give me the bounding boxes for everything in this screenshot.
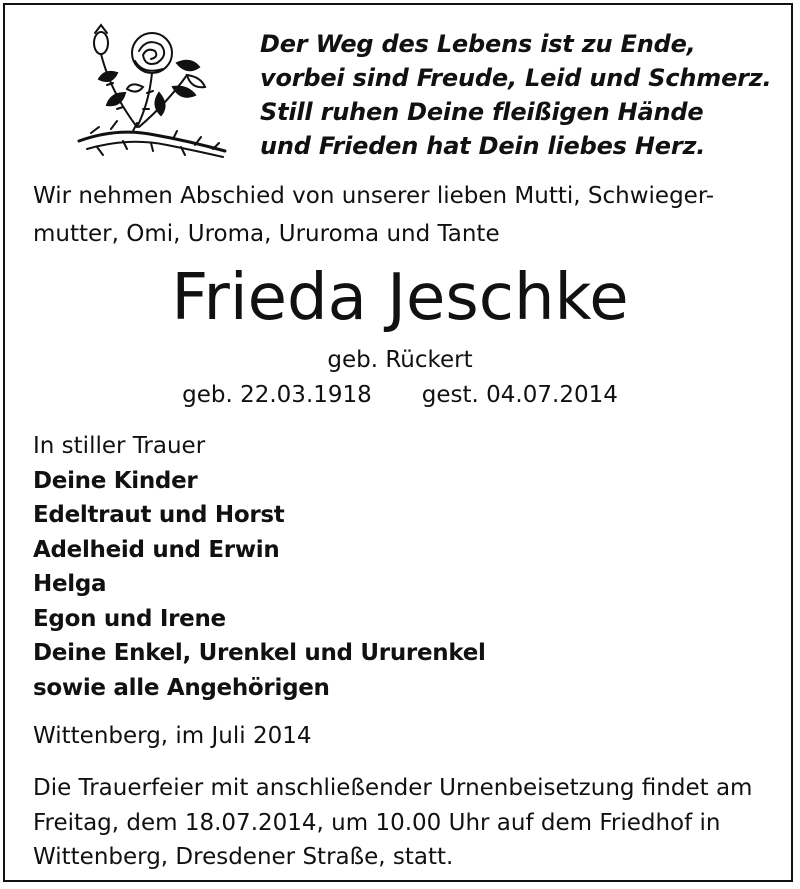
- mourner-name: sowie alle Angehörigen: [33, 674, 330, 701]
- life-dates: [5, 379, 795, 411]
- death-date: gest. 04.07.2014: [421, 382, 618, 408]
- rose-icon: [77, 23, 227, 161]
- mourner-name: Deine Kinder: [33, 467, 198, 494]
- mourner-name: Adelheid und Erwin: [33, 536, 280, 563]
- obituary-notice: [3, 3, 793, 882]
- place-and-date: Wittenberg, im Juli 2014: [33, 723, 312, 749]
- poem-line: vorbei sind Freude, Leid und Schmerz.: [260, 64, 772, 92]
- notice-header: [5, 5, 795, 170]
- intro-line: Wir nehmen Abschied von unserer lieben Mutti, Schwieger-: [33, 183, 715, 209]
- maiden-name: geb. Rückert: [327, 347, 473, 373]
- intro-line: mutter, Omi, Uroma, Ururoma und Tante: [33, 221, 500, 247]
- service-line: Wittenberg, Dresdener Straße, statt.: [33, 844, 454, 870]
- poem-line: Still ruhen Deine fleißigen Hände: [260, 98, 704, 126]
- poem-line: und Frieden hat Dein liebes Herz.: [260, 132, 706, 160]
- farewell-intro: [33, 177, 777, 253]
- deceased-name: Frieda Jeschke: [171, 261, 629, 335]
- poem-verse: [260, 27, 771, 163]
- birth-date: geb. 22.03.1918: [182, 382, 372, 408]
- mourners-list: [33, 429, 773, 705]
- service-line: Die Trauerfeier mit anschließender Urnenbeisetzung findet am: [33, 775, 753, 801]
- mourning-phrase: In stiller Trauer: [33, 433, 206, 459]
- funeral-service-info: [33, 771, 779, 875]
- mourner-name: Edeltraut und Horst: [33, 502, 285, 528]
- poem-line: Der Weg des Lebens ist zu Ende,: [260, 30, 696, 58]
- mourner-name: Egon und Irene: [33, 605, 226, 632]
- mourner-name: Helga: [33, 571, 107, 597]
- mourner-name: Deine Enkel, Urenkel und Ururenkel: [33, 640, 486, 666]
- service-line: Freitag, dem 18.07.2014, um 10.00 Uhr auf dem Friedhof in: [33, 809, 721, 836]
